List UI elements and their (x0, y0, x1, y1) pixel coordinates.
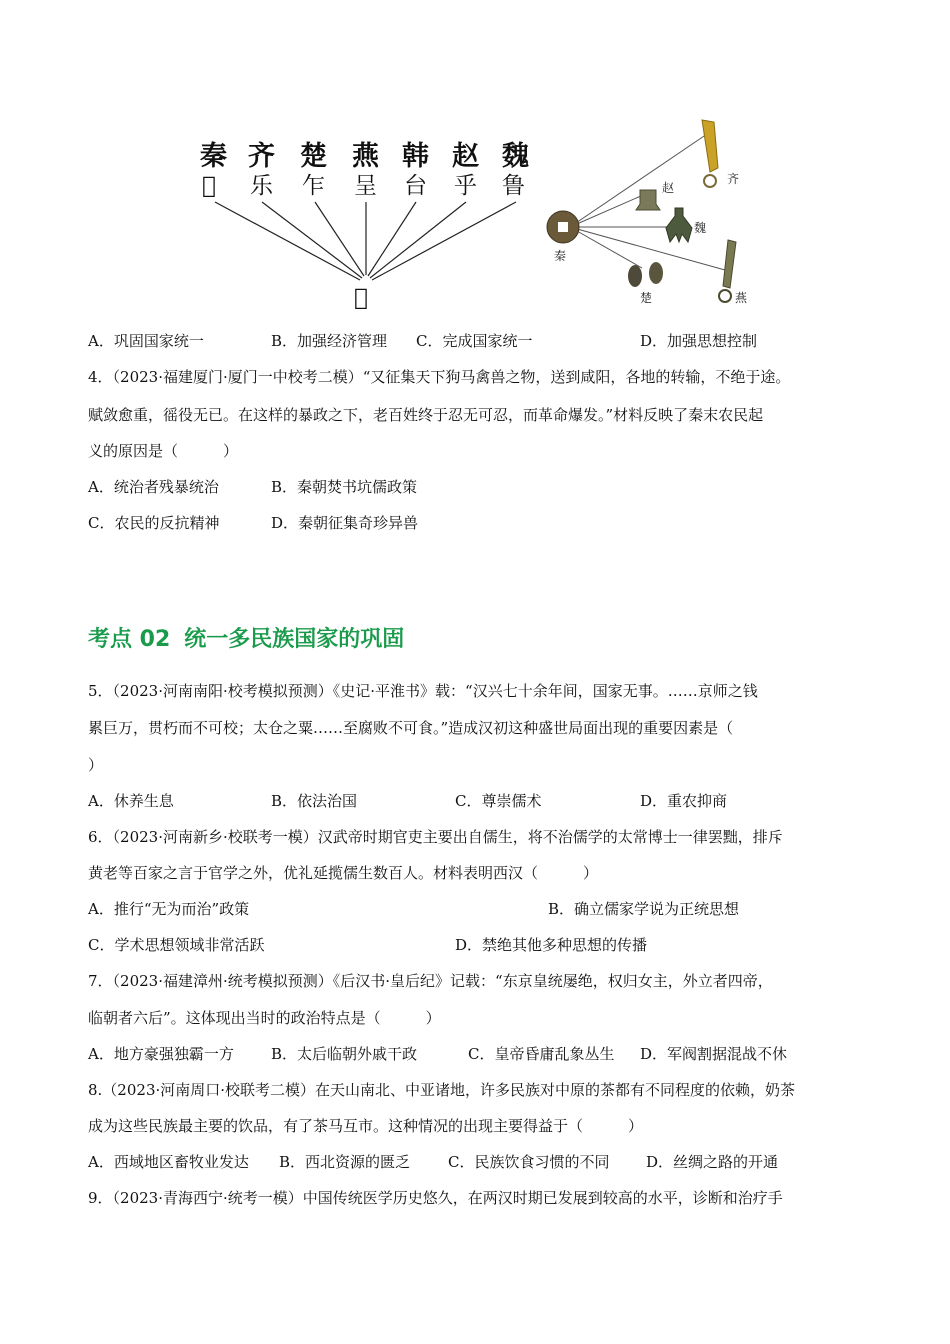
convergence-lines (215, 202, 516, 280)
chu-coin-icon (628, 262, 663, 287)
coin-label-zhao: 赵 (662, 181, 675, 195)
q4-option-d[interactable]: D．秦朝征集奇珍异兽 (271, 514, 419, 532)
seal-characters (202, 173, 525, 199)
state-char-qi: 齐 (248, 141, 275, 172)
q5-stem-line-2: 累巨万，贯朽而不可校；太仓之粟……至腐败不可食。”造成汉初这种盛世局面出现的重要因素是（ (88, 719, 734, 737)
q6-stem-line-2: 黄老等百家之言于官学之外，优礼延揽儒生数百人。材料表明西汉（ ） (88, 864, 599, 882)
q8-option-a[interactable]: A．西域地区畜牧业发达 (88, 1153, 249, 1171)
qin-coin-icon (547, 211, 579, 243)
q7-stem-line-2: 临朝者六后”。这体现出当时的政治特点是（ ） (88, 1009, 441, 1027)
q8-option-d[interactable]: D．丝绸之路的开通 (646, 1153, 779, 1171)
state-characters (200, 140, 529, 172)
section-heading (88, 622, 404, 653)
q5-option-c[interactable]: C．尊崇儒术 (455, 792, 542, 810)
q5-stem-line-1: 5．（2023·河南南阳·校考模拟预测）《史记·平淮书》载：“汉兴七十余年间，国家无事。……京师之钱 (88, 682, 758, 700)
q4-stem-line-2: 赋敛愈重，徭役无已。在这样的暴政之下，老百姓终于忍无可忍，而革命爆发。”材料反映了秦末农民起 (88, 406, 764, 424)
q4-option-b[interactable]: B．秦朝焚书坑儒政策 (271, 478, 418, 496)
state-char-yan: 燕 (352, 141, 379, 172)
state-char-qin: 秦 (200, 141, 227, 172)
seal-char-qin: 𡘯 (202, 173, 216, 199)
q7-option-d[interactable]: D．军阀割据混战不休 (640, 1045, 788, 1063)
q6-option-b[interactable]: B．确立儒家学说为正统思想 (548, 900, 740, 918)
unification-figure (180, 110, 780, 320)
unified-seal-char: 𡘯 (354, 285, 368, 311)
coin-label-qi: 齐 (727, 172, 740, 186)
q5-stem-line-3: ） (88, 756, 104, 774)
coin-label-qin: 秦 (554, 249, 567, 263)
wei-spade-icon (666, 208, 692, 242)
q5-option-a[interactable]: A．休养生息 (88, 792, 174, 810)
section-number: 考点 02 (88, 627, 171, 652)
q8-stem-line-2: 成为这些民族最主要的饮品，有了茶马互市。这种情况的出现主要得益于（ ） (88, 1117, 644, 1135)
currency-diagram (547, 120, 748, 305)
yan-knife-icon (719, 240, 736, 302)
state-char-chu: 楚 (300, 141, 327, 172)
q7-option-b[interactable]: B．太后临朝外戚干政 (271, 1045, 418, 1063)
seal-char-qi: 乐 (250, 173, 273, 199)
coin-label-yan: 燕 (735, 291, 748, 305)
seal-char-zhao: 乎 (454, 173, 477, 199)
q6-option-c[interactable]: C．学术思想领域非常活跃 (88, 936, 265, 954)
q3-option-c[interactable]: C．完成国家统一 (416, 332, 533, 350)
q3-option-a[interactable]: A．巩固国家统一 (88, 332, 204, 350)
coin-label-wei: 魏 (694, 221, 707, 235)
q4-option-c[interactable]: C．农民的反抗精神 (88, 514, 220, 532)
qi-knife-icon (702, 120, 718, 187)
coin-label-chu: 楚 (640, 291, 653, 305)
q8-stem-line-1: 8.（2023·河南周口·校联考二模）在天山南北、中亚诸地，许多民族对中原的茶都有不同程度的依赖，奶茶 (88, 1081, 796, 1099)
q5-option-b[interactable]: B．依法治国 (271, 792, 358, 810)
state-char-zhao: 赵 (452, 141, 479, 172)
q9-stem-line-1: 9．（2023·青海西宁·统考一模）中国传统医学历史悠久，在两汉时期已发展到较高的水平，诊断和治疗手 (88, 1189, 783, 1207)
seal-char-chu: 乍 (302, 173, 325, 199)
q7-stem-line-1: 7．（2023·福建漳州·统考模拟预测）《后汉书·皇后纪》记载：“东京皇统屡绝，权归女主，外立者四帝， (88, 972, 773, 990)
seal-char-yan: 呈 (354, 173, 377, 199)
seal-char-han: 台 (404, 173, 427, 199)
q3-option-d[interactable]: D．加强思想控制 (640, 332, 758, 350)
section-title-text: 统一多民族国家的巩固 (184, 627, 405, 652)
q7-option-a[interactable]: A．地方豪强独霸一方 (88, 1045, 234, 1063)
q4-option-a[interactable]: A．统治者残暴统治 (88, 478, 219, 496)
q6-option-a[interactable]: A．推行“无为而治”政策 (88, 900, 250, 918)
q6-option-d[interactable]: D．禁绝其他多种思想的传播 (455, 936, 648, 954)
q3-option-b[interactable]: B．加强经济管理 (271, 332, 388, 350)
q5-option-d[interactable]: D．重农抑商 (640, 792, 728, 810)
figure-svg (180, 110, 780, 320)
q8-option-c[interactable]: C．民族饮食习惯的不同 (448, 1153, 610, 1171)
zhao-spade-icon (636, 190, 660, 210)
q6-stem-line-1: 6．（2023·河南新乡·校联考一模）汉武帝时期官吏主要出自儒生，将不治儒学的太常博士一律罢黜，排斥 (88, 828, 783, 846)
q4-stem-line-3: 义的原因是（ ） (88, 442, 239, 460)
seal-char-wei: 鲁 (502, 173, 525, 199)
q7-option-c[interactable]: C．皇帝昏庸乱象丛生 (468, 1045, 615, 1063)
q4-stem-line-1: 4．（2023·福建厦门·厦门一中校考二模）“又征集天下狗马禽兽之物，送到咸阳，各地的转输，不绝于途。 (88, 368, 791, 386)
q8-option-b[interactable]: B．西北资源的匮乏 (279, 1153, 411, 1171)
state-char-han: 韩 (402, 141, 429, 172)
state-char-wei: 魏 (502, 141, 529, 172)
